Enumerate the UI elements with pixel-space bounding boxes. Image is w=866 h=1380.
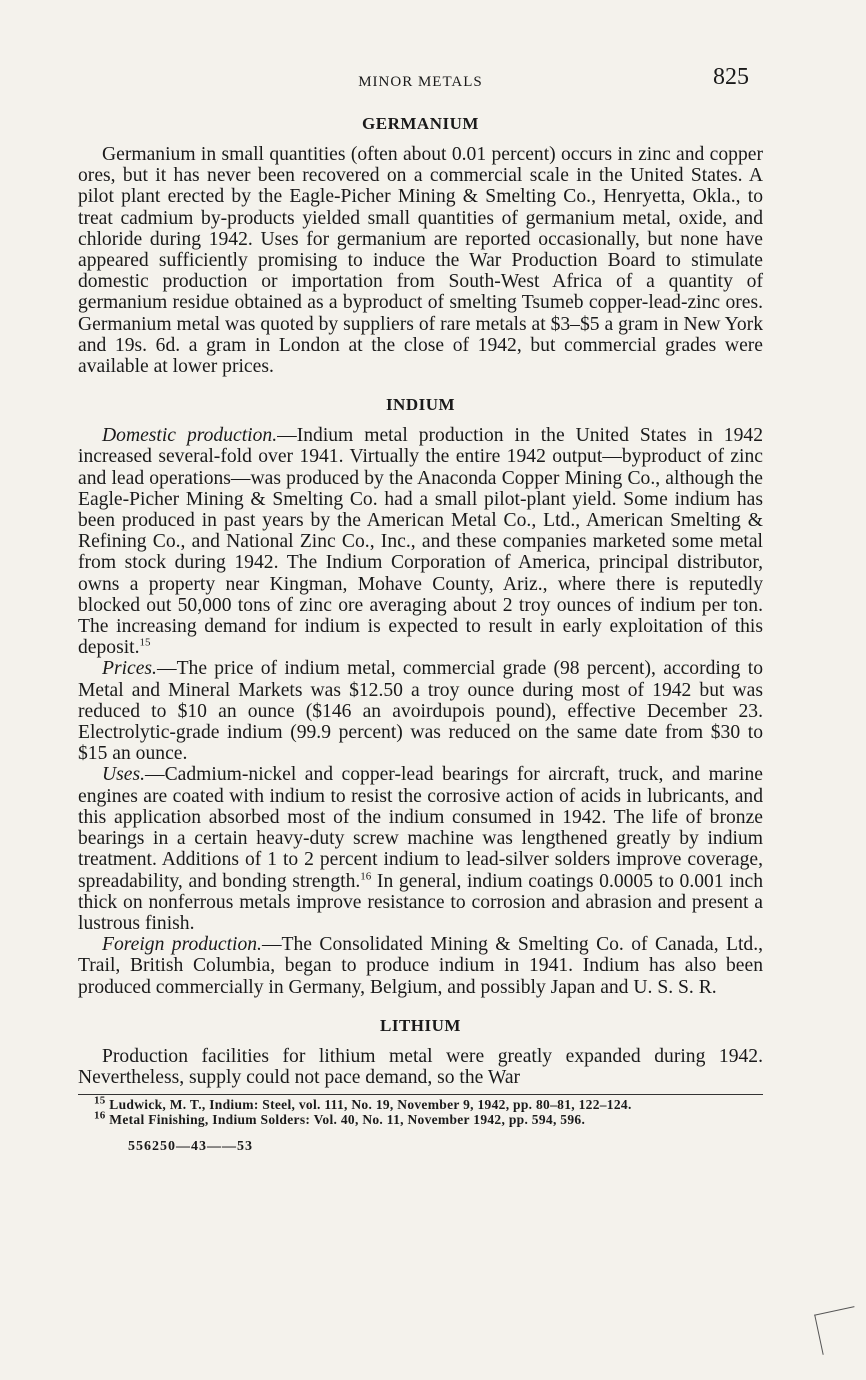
indium-foreign-paragraph (78, 934, 763, 998)
footnote-16 (78, 1109, 763, 1128)
footnote-number: 15 (94, 1094, 106, 1107)
corner-scan-mark (814, 1306, 863, 1355)
footnotes (78, 1094, 763, 1127)
footnote-number: 16 (94, 1109, 106, 1122)
footnote-ref-15: 15 (139, 636, 151, 649)
footnote-ref-16: 16 (360, 869, 372, 882)
document-page (78, 60, 763, 1155)
footnote-15 (78, 1094, 763, 1113)
foreign-production-text: —The Consolidated Mining & Smelting Co. of Canada, Ltd., Trail, British Columbia, began to produce indium in 1941. Indium has also been produced commercially in Germany, Belgium, and possibly Japan and U. S. S. R. (78, 934, 763, 998)
printer-imprint: 556250—43——53 (128, 1139, 253, 1155)
prices-label: Prices. (102, 658, 157, 680)
page-number: 825 (713, 64, 749, 90)
foreign-production-label: Foreign production. (102, 934, 262, 956)
section-heading-lithium: LITHIUM (380, 1015, 461, 1035)
lithium-paragraph: Production facilities for lithium metal were greatly expanded during 1942. Nevertheless, supply could not pace demand, so the War (78, 1045, 763, 1088)
running-title: MINOR METALS (358, 74, 483, 90)
section-heading-indium: INDIUM (385, 395, 456, 415)
indium-prices-paragraph (78, 658, 763, 764)
uses-label: Uses. (102, 764, 145, 786)
germanium-paragraph: Germanium in small quantities (often about 0.01 percent) occurs in zinc and copper ores, but it has never been recovered on a commercial scale in the United States. A pilot plant erected by the Eagle-Picher Mining & Smelting Co., Henryetta, Okla., to treat cadmium by-products yielded small quantities of germanium metal, oxide, and chloride during 1942. Uses for germanium are reported occasionally, but none have appeared sufficiently promising to induce the War Production Board to stimulate domestic production or importation from South-West Africa of a quantity of germanium residue obtained as a byproduct of smelting Tsumeb copper-lead-zinc ores. Germanium metal was quoted by suppliers of rare metals at $3–$5 a gram in New York and 19s. 6d. a gram in London at the close of 1942, but commercial grades were available at lower prices. (78, 144, 763, 378)
prices-text: —The price of indium metal, commercial grade (98 percent), according to Metal and Mineral Markets was $12.50 a troy ounce during most of 1942 but was reduced to $10 an ounce ($146 an avoirdupois pound), effective December 23. Electrolytic-grade indium (99.9 percent) was reduced on the same date from $30 to $15 an ounce. (78, 658, 763, 765)
indium-uses-paragraph (78, 764, 763, 934)
uses-text-before: —Cadmium-nickel and copper-lead bearings for aircraft, truck, and marine engines are coated with indium to resist the corrosive action of acids in lubricants, and this application absorbed most of the indium consumed in 1942. The life of bronze bearings in a certain heavy-duty screw machine was lengthened greatly by indium treatment. Additions of 1 to 2 percent indium to lead-silver solders improve coverage, spreadability, and bonding strength. (78, 764, 763, 892)
uses-text-after: In general, indium coatings 0.0005 to 0.001 inch thick on nonferrous metals improve resistance to corrosion and abrasion and present a lustrous finish. (78, 870, 763, 934)
domestic-production-label: Domestic production. (102, 425, 278, 447)
footnote-text: Ludwick, M. T., Indium: Steel, vol. 111, No. 19, November 9, 1942, pp. 80–81, 122–124. (109, 1097, 632, 1113)
section-heading-germanium: GERMANIUM (362, 114, 479, 133)
footnote-text: Metal Finishing, Indium Solders: Vol. 40, No. 11, November 1942, pp. 594, 596. (109, 1112, 586, 1128)
indium-domestic-paragraph (78, 425, 763, 658)
running-head (78, 60, 763, 96)
domestic-production-text: —Indium metal production in the United States in 1942 increased several-fold over 1941. Virtually the entire 1942 output—byproduct of zinc and lead operations—was produced by the Anaconda Copper Mining Co., although the Eagle-Picher Mining & Smelting Co. had a small pilot-plant yield. Some indium has been produced in past years by the American Metal Co., Ltd., American Smelting & Refining Co., and National Zinc Co., Inc., and these companies marketed some metal from stock during 1942. The Indium Corporation of America, principal distributor, owns a property near Kingman, Mohave County, Ariz., where there is reputedly blocked out 50,000 tons of zinc ore averaging about 2 troy ounces of indium per ton. The increasing demand for indium is expected to result in early exploitation of this deposit. (78, 425, 763, 659)
